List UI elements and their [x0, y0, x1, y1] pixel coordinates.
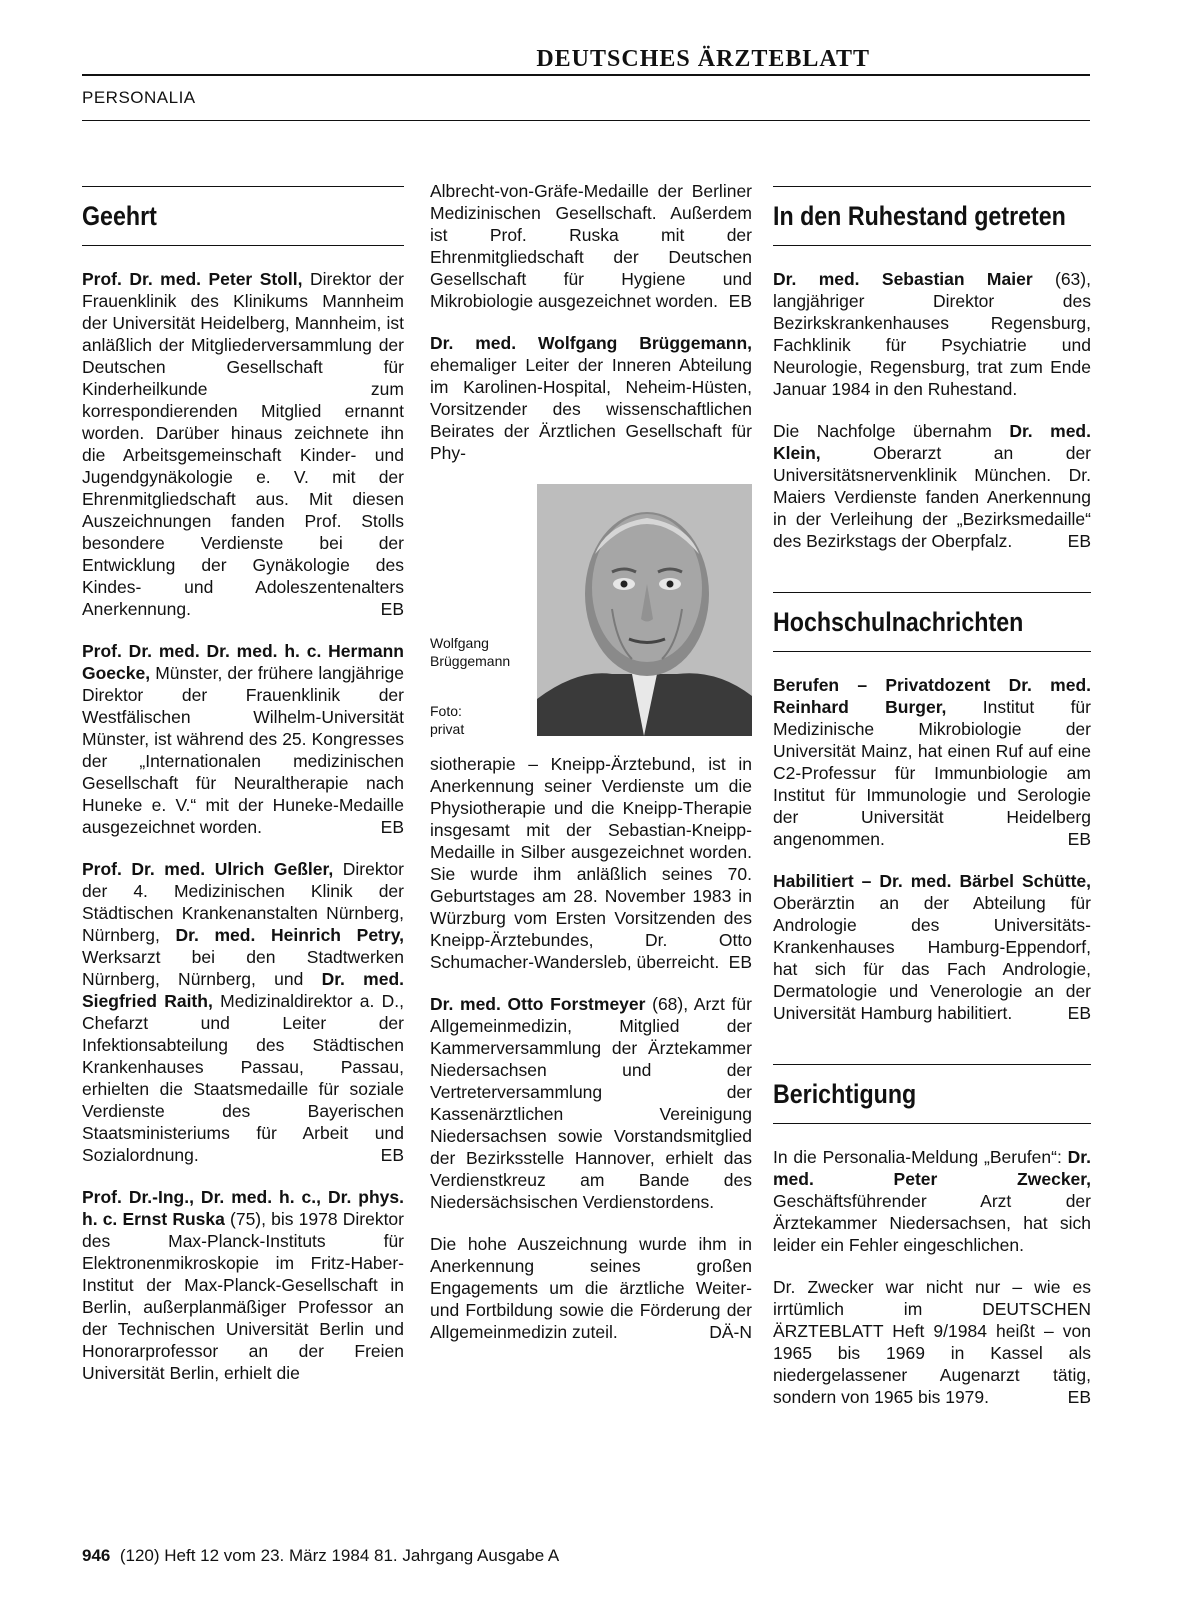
portrait-figure [430, 484, 752, 739]
article-text: ehemaliger Leiter der Inneren Abteilung im Karolinen-Hospital, Neheim-Hüsten, Vorsitzender des wissenschaftlichen Beirates der Ärztlichen Gesellschaft für Phy- [430, 355, 752, 463]
article-text: Die hohe Auszeichnung wurde ihm in Anerkennung seines großen Engagements um die ärztliche Weiter- und Fortbildung sowie die Förderung der Allgemeinmedizin zuteil. [430, 1234, 752, 1342]
masthead [82, 44, 1090, 76]
person-name: Prof. Dr. med. Ulrich Geßler, [82, 859, 334, 879]
author-sign: EB [1067, 1003, 1091, 1023]
article-text: Geschäftsführender Arzt der Ärztekammer Niedersachsen, hat sich leider ein Fehler eingeschlichen. [773, 1191, 1091, 1255]
person-name: Prof. Dr.-Ing., Dr. med. h. c., Dr. phys. h. c. Ernst Ruska [82, 1187, 404, 1229]
portrait-photo [537, 484, 752, 736]
heading-geehrt: Geehrt [82, 201, 157, 231]
caption-line: Wolfgang [430, 635, 489, 651]
heading-berichtigung: Berichtigung [773, 1079, 917, 1109]
article-text: (68), Arzt für Allgemeinmedizin, Mitglied der Kammerversammlung der Ärztekammer Niedersachsen und der Vertreterversammlung der Kassenärztlichen Vereinigung Niedersachsen sowie Vorstandsmitglied der Bezirksstelle Hannover, erhielt das Verdienstkreuz am Bande des Niedersächsischen Verdienstordens. [430, 994, 752, 1212]
article-text: Dr. Zwecker war nicht nur – wie es irrtümlich im DEUTSCHEN ÄRZTEBLATT Heft 9/1984 heißt – von 1965 bis 1969 in Kassel als niedergelassener Augenarzt tätig, sondern von 1965 bis 1979. [773, 1277, 1091, 1407]
person-name: Prof. Dr. med. Peter Stoll, [82, 269, 303, 289]
column-3 [773, 186, 1091, 1428]
page-footer [82, 1546, 559, 1566]
person-name: Dr. med. Klein, [773, 421, 1091, 463]
section-label: PERSONALIA [82, 88, 196, 107]
article-text: Oberarzt an der Universitätsnervenklinik München. Dr. Maiers Verdienste fanden Anerkennung in der Verleihung der „Bezirksmedaille“ des Bezirkstags der Oberpfalz. [773, 443, 1091, 551]
article-text: Die Nachfolge übernahm [773, 421, 1010, 441]
article-text: Direktor der Frauenklinik des Klinikums Mannheim der Universität Heidelberg, Mannheim, ist anläßlich der Mitgliederversammlung der Deutschen Gesellschaft für Kinderheilkunde zum korrespondierenden Mitglied ernannt worden. Darüber hinaus zeichnete ihn die Arbeitsgemeinschaft Kinder- und Jugendgynäkologie e. V. mit der Ehrenmitgliedschaft aus. Mit diesen Auszeichnungen fanden Prof. Stolls besondere Verdienste bei der Entwicklung der Gynäkologie des Kindes- und Adoleszentenalters Anerkennung. [82, 269, 404, 619]
person-name: Dr. med. Sebastian Maier [773, 269, 1033, 289]
article-gessler [82, 858, 404, 1166]
author-sign: EB [380, 817, 404, 837]
person-name: Dr. med. Wolfgang Brüggemann, [430, 333, 752, 353]
heading-ruhestand-box [773, 186, 1091, 246]
author-sign: DÄ-N [709, 1322, 752, 1342]
photo-caption [430, 634, 510, 670]
article-zwecker [773, 1146, 1091, 1256]
author-sign: EB [1067, 531, 1091, 551]
article-text: (75), bis 1978 Direktor des Max-Planck-Instituts für Elektronenmikroskopie im Fritz-Haber-Institut der Max-Planck-Gesellschaft in Berlin, außerplanmäßiger Professor an der Technischen Universität Berlin und Honorarprofessor an der Freien Universität Berlin, erhielt die [82, 1209, 404, 1383]
credit-line: Foto: [430, 703, 462, 719]
page-number: 946 [82, 1546, 111, 1565]
heading-ruhestand: In den Ruhestand getreten [773, 201, 1066, 231]
article-text: Medizinaldirektor a. D., Chefarzt und Leiter der Infektionsabteilung des Städtischen Krankenhauses Passau, Passau, erhielten die Staatsmedaille für soziale Verdienste des Bayerischen Staatsministeriums für Arbeit und Sozialordnung. [82, 991, 404, 1165]
article-text: siotherapie – Kneipp-Ärztebund, ist in Anerkennung seiner Verdienste um die Physiotherapie und die Kneipp-Therapie insgesamt mit der Sebastian-Kneipp-Medaille in Silber ausgezeichnet worden. Sie wurde ihm anläßlich seines 70. Geburtstages am 28. November 1983 in Würzburg vom Ersten Vorsitzenden des Kneipp-Ärztebundes, Dr. Otto Schumacher-Wandersleb, überreicht. [430, 754, 752, 972]
article-forstmeyer-cont [430, 1233, 752, 1343]
caption-line: Brüggemann [430, 653, 511, 669]
header-rule [82, 120, 1090, 121]
article-text: Oberärztin an der Abteilung für Andrologie des Universitäts-Krankenhauses Hamburg-Eppendorf, hat sich für das Fach Andrologie, Dermatologie und Venerologie an der Universität Hamburg habilitiert. [773, 893, 1091, 1023]
heading-berichtigung-box [773, 1064, 1091, 1124]
article-text: Albrecht-von-Gräfe-Medaille der Berliner Medizinischen Gesellschaft. Außerdem ist Prof. Ruska mit der Ehrenmitgliedschaft der Deutschen Gesellschaft für Hygiene und Mikrobiologie ausgezeichnet worden. [430, 181, 752, 311]
article-text: (63), langjähriger Direktor des Bezirkskrankenhauses Regensburg, Fachklinik für Psychiatrie und Neurologie, Regensburg, trat zum Ende Januar 1984 in den Ruhestand. [773, 269, 1091, 399]
article-brueggemann-cont [430, 753, 752, 973]
heading-geehrt-box [82, 186, 404, 246]
person-name: Dr. med. Heinrich Petry, [175, 925, 404, 945]
publication-title: DEUTSCHES ÄRZTEBLATT [536, 46, 870, 72]
heading-hochschul: Hochschulnachrichten [773, 607, 1024, 637]
person-name: Dr. med. Peter Zwecker, [773, 1147, 1091, 1189]
heading-hochschul-box [773, 592, 1091, 652]
article-stoll [82, 268, 404, 620]
column-1 [82, 186, 404, 1404]
issue-info: (120) Heft 12 vom 23. März 1984 81. Jahrgang Ausgabe A [119, 1546, 560, 1565]
article-ruska [82, 1186, 404, 1384]
author-sign: EB [1067, 1387, 1091, 1407]
article-zwecker-cont [773, 1276, 1091, 1408]
photo-credit [430, 702, 464, 738]
author-sign: EB [728, 952, 752, 972]
person-name: Habilitiert – Dr. med. Bärbel Schütte, [773, 871, 1091, 891]
column-2 [430, 181, 752, 1363]
author-sign: EB [728, 291, 752, 311]
article-text: Institut für Medizinische Mikrobiologie der Universität Mainz, hat einen Ruf auf eine C2-Professur für Immunbiologie am Institut für Immunologie und Serologie der Universität Heidelberg angenommen. [773, 697, 1091, 849]
author-sign: EB [380, 599, 404, 619]
article-burger [773, 674, 1091, 850]
author-sign: EB [380, 1145, 404, 1165]
credit-line: privat [430, 721, 465, 737]
person-name: Dr. med. Otto Forstmeyer [430, 994, 646, 1014]
article-klein [773, 420, 1091, 552]
article-ruska-cont [430, 180, 752, 312]
article-maier [773, 268, 1091, 400]
article-text: Direktor der 4. Medizinischen Klinik der Städtischen Krankenanstalten Nürnberg, Nürnberg, [82, 859, 404, 945]
person-name: Berufen – Privatdozent Dr. med. Reinhard Burger, [773, 675, 1091, 717]
article-schuette [773, 870, 1091, 1024]
article-brueggemann [430, 332, 752, 464]
person-name: Dr. med. Siegfried Raith, [82, 969, 404, 1011]
author-sign: EB [1067, 829, 1091, 849]
article-text: In die Personalia-Meldung „Berufen“: [773, 1147, 1068, 1167]
article-text: Werksarzt bei den Stadtwerken Nürnberg, Nürnberg, und [82, 947, 404, 989]
article-goecke [82, 640, 404, 838]
article-forstmeyer [430, 993, 752, 1213]
article-text: Münster, der frühere langjährige Direktor der Frauenklinik der Westfälischen Wilhelm-Universität Münster, ist während des 25. Kongresses der „Internationalen medizinischen Gesellschaft für Neuraltherapie nach Huneke e. V.“ mit der Huneke-Medaille ausgezeichnet worden. [82, 663, 404, 837]
person-name: Prof. Dr. med. Dr. med. h. c. Hermann Goecke, [82, 641, 404, 683]
portrait-illustration [537, 484, 752, 736]
